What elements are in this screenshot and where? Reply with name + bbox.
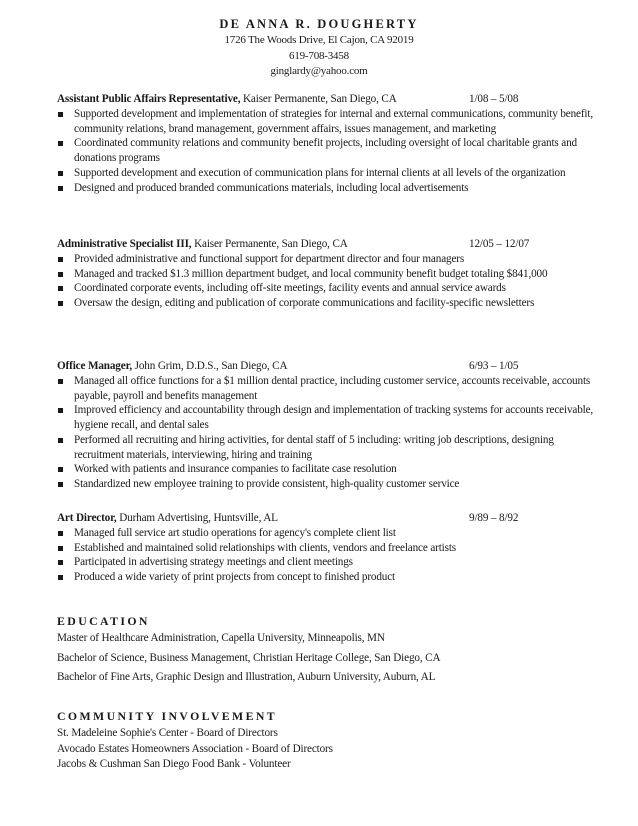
- candidate-name: DE ANNA R. DOUGHERTY: [219, 17, 419, 31]
- square-bullet-icon: [58, 467, 63, 472]
- square-bullet-icon: [58, 141, 63, 146]
- bullet-item: Provided administrative and functional support for department director and four managers: [57, 252, 597, 267]
- community-item: Jacobs & Cushman San Diego Food Bank - Volunteer: [57, 758, 291, 770]
- job-bullets: [57, 374, 597, 492]
- bullet-item: Supported development and implementation of strategies for internal and external communications, community benefit, community relations, brand management, government affairs, issues management, and marketing: [57, 107, 597, 136]
- job-title: Administrative Specialist III,: [57, 238, 192, 250]
- bullet-item: Produced a wide variety of print projects from concept to finished product: [57, 570, 597, 585]
- bullet-item: Managed all office functions for a $1 million dental practice, including customer service, accounts receivable, accounts payable, payroll and benefits management: [57, 374, 597, 403]
- community-list: [57, 726, 597, 773]
- email: ginglardy@yahoo.com: [270, 65, 368, 77]
- square-bullet-icon: [58, 546, 63, 551]
- resume-header: [0, 16, 638, 80]
- address: 1726 The Woods Drive, El Cajon, CA 92019: [224, 34, 414, 46]
- education-heading: EDUCATION: [57, 614, 150, 628]
- square-bullet-icon: [58, 301, 63, 306]
- square-bullet-icon: [58, 112, 63, 117]
- job-entry: [57, 358, 597, 492]
- job-dates: 6/93 – 1/05: [469, 360, 519, 372]
- job-employer: Kaiser Permanente, San Diego, CA: [240, 93, 397, 105]
- job-dates: 1/08 – 5/08: [469, 93, 519, 105]
- square-bullet-icon: [58, 286, 63, 291]
- job-entry: [57, 510, 597, 585]
- education-item: Bachelor of Science, Business Management, Christian Heritage College, San Diego, CA: [57, 651, 441, 664]
- bullet-item: Supported development and execution of communication plans for internal clients at all levels of the organization: [57, 166, 597, 181]
- square-bullet-icon: [58, 575, 63, 580]
- job-dates: 12/05 – 12/07: [469, 238, 530, 250]
- bullet-item: Coordinated community relations and community benefit projects, including oversight of local charitable grants and donations programs: [57, 136, 597, 165]
- square-bullet-icon: [58, 257, 63, 262]
- bullet-item: Participated in advertising strategy meetings and client meetings: [57, 555, 597, 570]
- square-bullet-icon: [58, 272, 63, 277]
- square-bullet-icon: [58, 560, 63, 565]
- bullet-item: Managed full service art studio operations for agency's complete client list: [57, 526, 597, 541]
- job-header: [57, 236, 597, 252]
- bullet-item: Designed and produced branded communications materials, including local advertisements: [57, 181, 597, 196]
- square-bullet-icon: [58, 379, 63, 384]
- job-title: Assistant Public Affairs Representative,: [57, 93, 241, 105]
- square-bullet-icon: [58, 171, 63, 176]
- job-title: Office Manager,: [57, 360, 133, 372]
- job-bullets: [57, 526, 597, 585]
- community-heading: COMMUNITY INVOLVEMENT: [57, 709, 278, 723]
- community-item: Avocado Estates Homeowners Association - Board of Directors: [57, 742, 333, 755]
- square-bullet-icon: [58, 438, 63, 443]
- job-dates: 9/89 – 8/92: [469, 512, 519, 524]
- education-item: Master of Healthcare Administration, Capella University, Minneapolis, MN: [57, 632, 385, 644]
- bullet-item: Established and maintained solid relationships with clients, vendors and freelance artists: [57, 541, 597, 556]
- job-employer: Kaiser Permanente, San Diego, CA: [191, 238, 348, 250]
- job-title: Art Director,: [57, 512, 117, 524]
- community-item: St. Madeleine Sophie's Center - Board of Directors: [57, 727, 278, 739]
- bullet-item: Coordinated corporate events, including off-site meetings, facility events and annual service awards: [57, 281, 597, 296]
- bullet-item: Improved efficiency and accountability through design and implementation of tracking systems for accounts receivable, hygiene recall, and dental sales: [57, 403, 597, 432]
- square-bullet-icon: [58, 186, 63, 191]
- job-entry: [57, 236, 597, 311]
- job-header: [57, 91, 597, 107]
- square-bullet-icon: [58, 408, 63, 413]
- job-header: [57, 510, 597, 526]
- education-list: [57, 629, 597, 688]
- bullet-item: Oversaw the design, editing and publication of corporate communications and facility-specific newsletters: [57, 296, 597, 311]
- bullet-item: Standardized new employee training to provide consistent, high-quality customer service: [57, 477, 597, 492]
- job-employer: Durham Advertising, Huntsville, AL: [116, 512, 278, 524]
- job-bullets: [57, 107, 597, 195]
- job-bullets: [57, 252, 597, 311]
- education-item: Bachelor of Fine Arts, Graphic Design and Illustration, Auburn University, Auburn, AL: [57, 671, 436, 683]
- job-employer: John Grim, D.D.S., San Diego, CA: [132, 360, 288, 372]
- square-bullet-icon: [58, 531, 63, 536]
- phone: 619-708-3458: [289, 49, 349, 62]
- bullet-item: Performed all recruiting and hiring activities, for dental staff of 5 including: writing job descriptions, designing recruitment materials, interviewing, hiring and training: [57, 433, 597, 462]
- bullet-item: Worked with patients and insurance companies to facilitate case resolution: [57, 462, 597, 477]
- square-bullet-icon: [58, 482, 63, 487]
- bullet-item: Managed and tracked $1.3 million department budget, and local community benefit budget totaling $841,000: [57, 267, 597, 282]
- job-entry: [57, 91, 597, 195]
- job-header: [57, 358, 597, 374]
